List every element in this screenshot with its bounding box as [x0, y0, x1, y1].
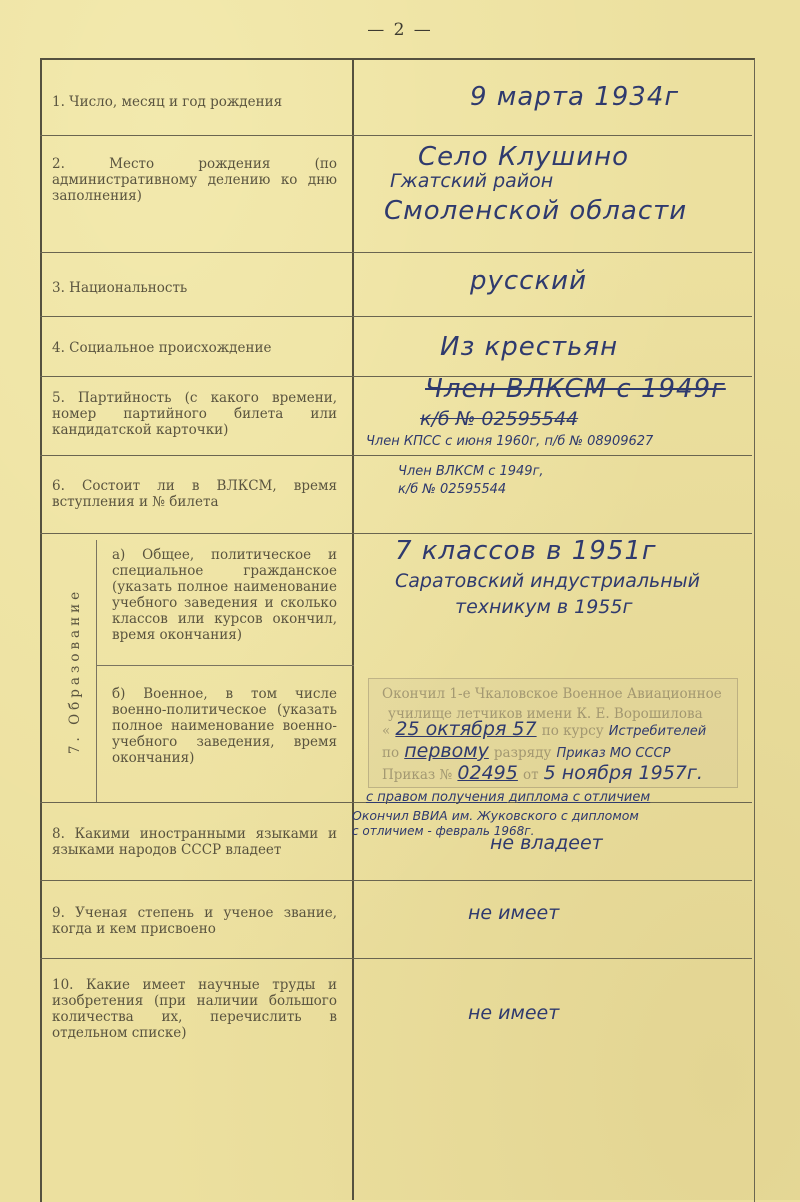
column-separator — [352, 58, 354, 1200]
label-degree: 9. Ученая степень и ученое звание, когда и кем присвоено — [52, 905, 337, 937]
stamp-line-1: Окончил 1-е Чкаловское Военное Авиационное — [382, 686, 722, 702]
label-party: 5. Партийность (с какого времени, номер партийного билета или кандидатской карточки) — [52, 390, 337, 438]
answer-education-general-line1: 7 классов в 1951г — [395, 536, 657, 566]
row-divider — [40, 533, 752, 534]
label-education-general: а) Общее, политическое и специальное гражданское (указать полное наименование учебного заведения и сколько классов или курсов окончил, время окончания) — [112, 547, 337, 643]
answer-military-addendum-1: с правом получения диплома с отличием — [366, 790, 651, 805]
stamp-line-5: Приказ № 02495 от 5 ноября 1957г. — [382, 762, 703, 784]
row-divider — [40, 252, 752, 253]
answer-birth-date: 9 марта 1934г — [470, 82, 680, 112]
label-nationality: 3. Национальность — [52, 280, 188, 296]
row-divider — [40, 880, 752, 881]
row-divider — [40, 958, 752, 959]
row-divider — [40, 316, 752, 317]
answer-party-line3: Член КПСС с июня 1960г, п/б № 08909627 — [366, 434, 654, 449]
education-label: 7. Образование — [67, 587, 83, 755]
answer-birth-place-line3: Смоленской области — [384, 196, 688, 226]
answer-komsomol-line2: к/б № 02595544 — [398, 482, 507, 497]
label-birth-place: 2. Место рождения (по административному делению ко дню заполнения) — [52, 156, 337, 204]
page-number: — 2 — — [367, 20, 433, 40]
answer-social-origin: Из крестьян — [440, 332, 619, 362]
answer-education-general-line2: Саратовский индустриальный — [395, 570, 700, 592]
label-birth-date: 1. Число, месяц и год рождения — [52, 94, 283, 110]
answer-military-addendum-2: Окончил ВВИА им. Жуковского с дипломом — [352, 808, 639, 823]
education-divider — [96, 665, 354, 666]
row-divider — [40, 455, 752, 456]
label-social-origin: 4. Социальное происхождение — [52, 340, 272, 356]
label-education-military: б) Военное, в том числе военно-политическое (указать полное наименование военно-учебного заведения, время окончания) — [112, 686, 337, 766]
answer-military-addendum-3: с отличием - февраль 1968г. — [352, 824, 535, 838]
row-divider — [40, 135, 752, 136]
answer-party-line2: к/б № 02595544 — [420, 408, 579, 430]
education-divider — [96, 540, 97, 802]
stamp-line-3: « 25 октября 57 по курсу Истребителей — [382, 718, 707, 740]
answer-languages: не владеет — [490, 832, 603, 854]
answer-degree: не имеет — [468, 902, 560, 924]
answer-birth-place-line2: Гжатский район — [390, 170, 554, 192]
answer-nationality: русский — [470, 266, 587, 296]
answer-works: не имеет — [468, 1002, 560, 1024]
answer-komsomol-line1: Член ВЛКСМ с 1949г, — [398, 464, 544, 479]
label-languages: 8. Какими иностранными языками и языками народов СССР владеет — [52, 826, 337, 858]
label-works: 10. Какие имеет научные труды и изобретения (при наличии большого количества их, перечислить в отдельном списке) — [52, 977, 337, 1041]
stamp-line-4: по первому разряду Приказ МО СССР — [382, 740, 671, 762]
answer-birth-place-line1: Село Клушино — [418, 142, 629, 172]
stamp-line-2: училище летчиков имени К. Е. Ворошилова — [388, 706, 703, 722]
answer-education-general-line3: техникум в 1955г — [455, 596, 633, 618]
answer-party-line1: Член ВЛКСМ с 1949г — [425, 374, 726, 404]
label-komsomol: 6. Состоит ли в ВЛКСМ, время вступления и № билета — [52, 478, 337, 510]
